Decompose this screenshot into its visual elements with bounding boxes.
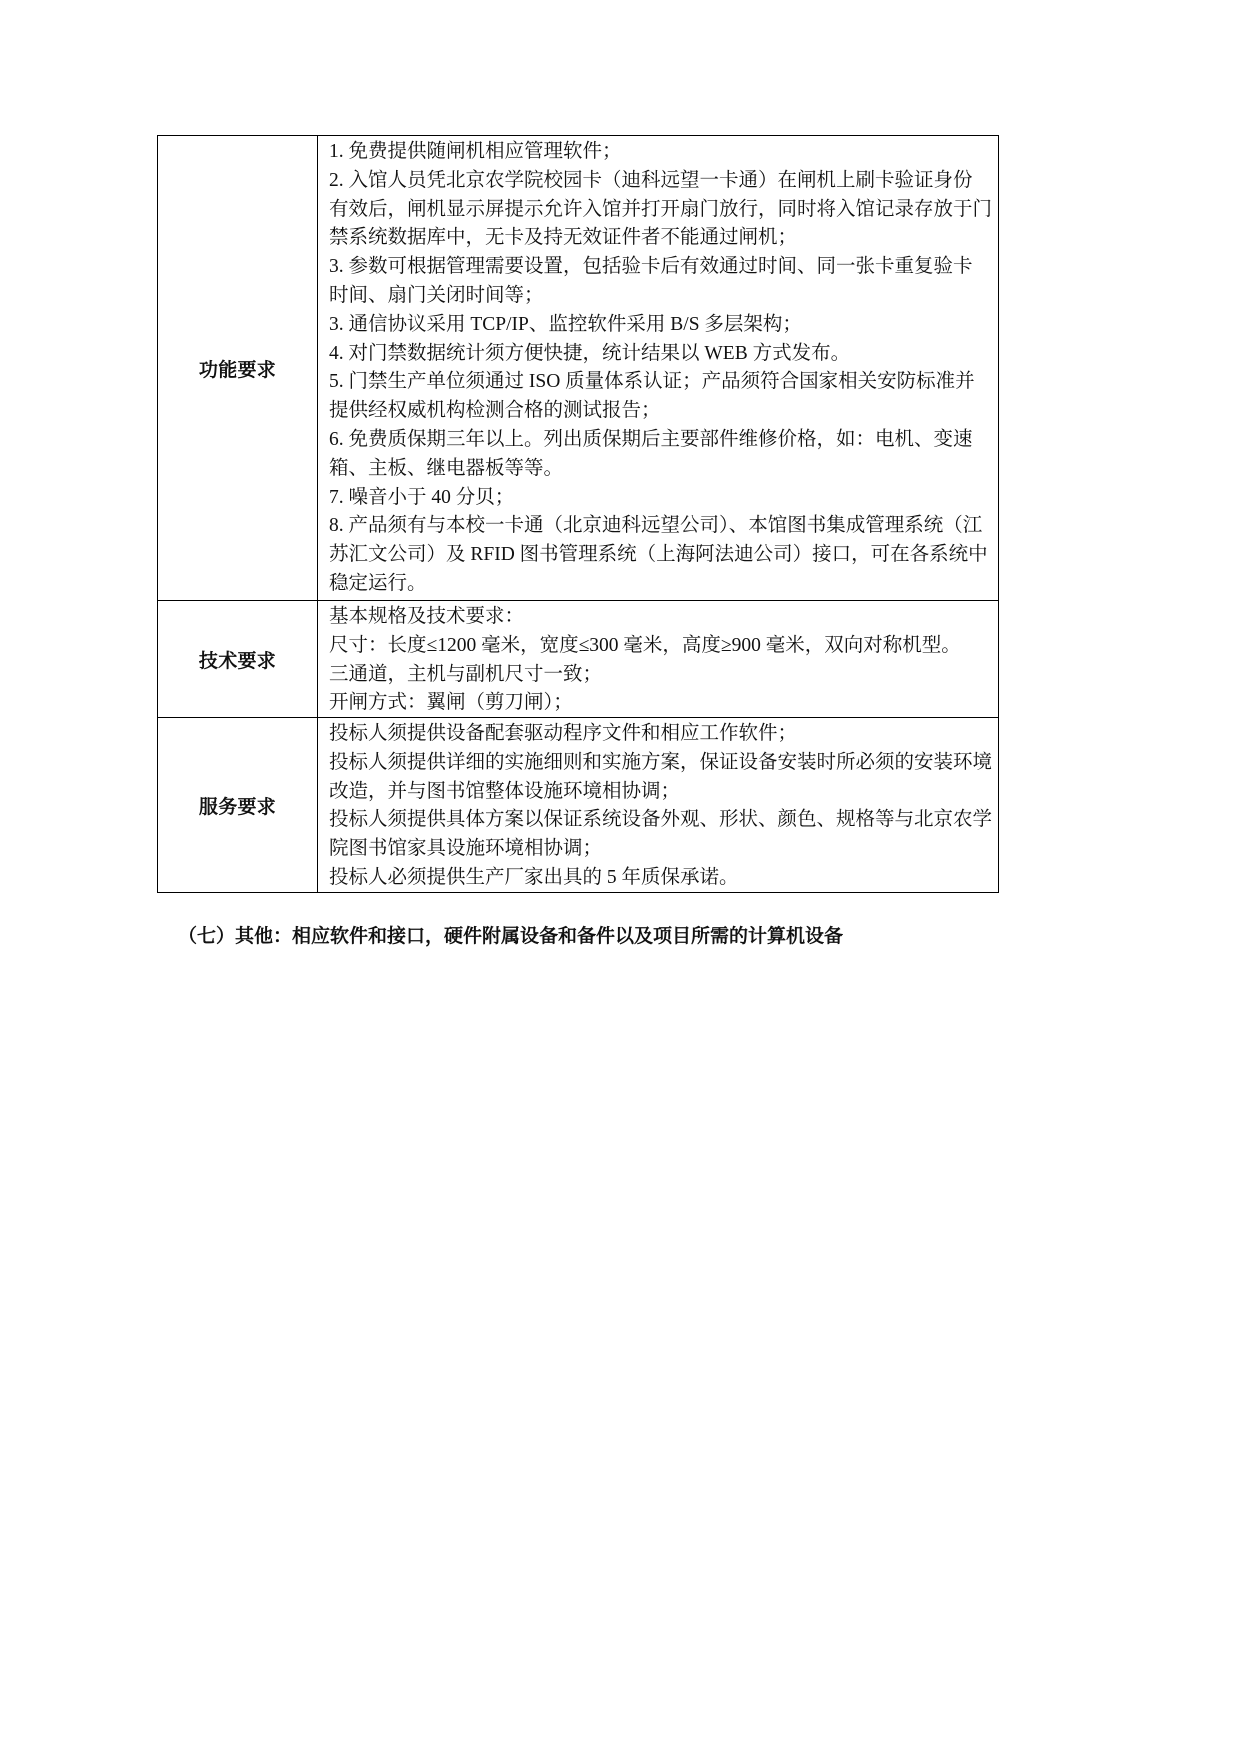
row-label: 功能要求 <box>198 359 277 381</box>
table-line: 投标人须提供具体方案以保证系统设备外观、形状、颜色、规格等与北京农学 <box>329 809 993 831</box>
table-line: 时间、扇门关闭时间等； <box>329 284 544 306</box>
table-line: 1. 免费提供随闸机相应管理软件； <box>329 141 622 162</box>
table-row-function-requirements <box>158 136 998 601</box>
table-line: 2. 入馆人员凭北京农学院校园卡（迪科远望一卡通）在闸机上刷卡验证身份 <box>329 169 973 191</box>
requirements-table <box>157 135 999 893</box>
section-heading: （七）其他：相应软件和接口，硬件附属设备和备件以及项目所需的计算机设备 <box>178 926 844 947</box>
row-label: 服务要求 <box>198 796 277 818</box>
table-line: 苏汇文公司）及 RFID 图书管理系统（上海阿法迪公司）接口，可在各系统中 <box>329 544 988 566</box>
table-line: 5. 门禁生产单位须通过 ISO 质量体系认证；产品须符合国家相关安防标准并 <box>329 371 975 393</box>
table-line: 基本规格及技术要求： <box>329 606 525 627</box>
table-line: 禁系统数据库中，无卡及持无效证件者不能通过闸机； <box>329 227 798 249</box>
table-line: 稳定运行。 <box>329 572 427 594</box>
table-line: 提供经权威机构检测合格的测试报告； <box>329 400 661 422</box>
row-content-cell <box>318 718 998 892</box>
table-line: 投标人须提供设备配套驱动程序文件和相应工作软件； <box>329 723 798 744</box>
table-line: 改造，并与图书馆整体设施环境相协调； <box>329 780 681 802</box>
table-line: 7. 噪音小于 40 分贝； <box>329 486 515 508</box>
table-line: 3. 通信协议采用 TCP/IP、监控软件采用 B/S 多层架构； <box>329 313 802 335</box>
table-line: 8. 产品须有与本校一卡通（北京迪科远望公司）、本馆图书集成管理系统（江 <box>329 515 983 537</box>
table-line: 有效后，闸机显示屏提示允许入馆并打开扇门放行，同时将入馆记录存放于门 <box>329 198 993 220</box>
table-line: 3. 参数可根据管理需要设置，包括验卡后有效通过时间、同一张卡重复验卡 <box>329 256 973 278</box>
table-line: 4. 对门禁数据统计须方便快捷，统计结果以 WEB 方式发布。 <box>329 342 851 364</box>
row-content-cell <box>318 601 998 717</box>
table-row-technical-requirements <box>158 601 998 718</box>
table-line: 投标人必须提供生产厂家出具的 5 年质保承诺。 <box>329 866 739 888</box>
row-label-cell <box>158 601 318 717</box>
row-label-cell <box>158 718 318 892</box>
table-row-service-requirements <box>158 718 998 892</box>
row-content-cell <box>318 136 998 600</box>
table-line: 开闸方式：翼闸（剪刀闸）； <box>329 692 573 714</box>
row-label: 技术要求 <box>198 650 277 672</box>
table-line: 6. 免费质保期三年以上。列出质保期后主要部件维修价格，如：电机、变速 <box>329 428 973 450</box>
row-label-cell <box>158 136 318 600</box>
table-line: 尺寸：长度≤1200 毫米，宽度≤300 毫米，高度≥900 毫米，双向对称机型。 <box>329 634 961 656</box>
table-line: 院图书馆家具设施环境相协调； <box>329 838 603 860</box>
table-line: 三通道，主机与副机尺寸一致； <box>329 663 603 685</box>
table-line: 箱、主板、继电器板等等。 <box>329 457 564 479</box>
table-line: 投标人须提供详细的实施细则和实施方案，保证设备安装时所必须的安装环境 <box>329 751 993 773</box>
